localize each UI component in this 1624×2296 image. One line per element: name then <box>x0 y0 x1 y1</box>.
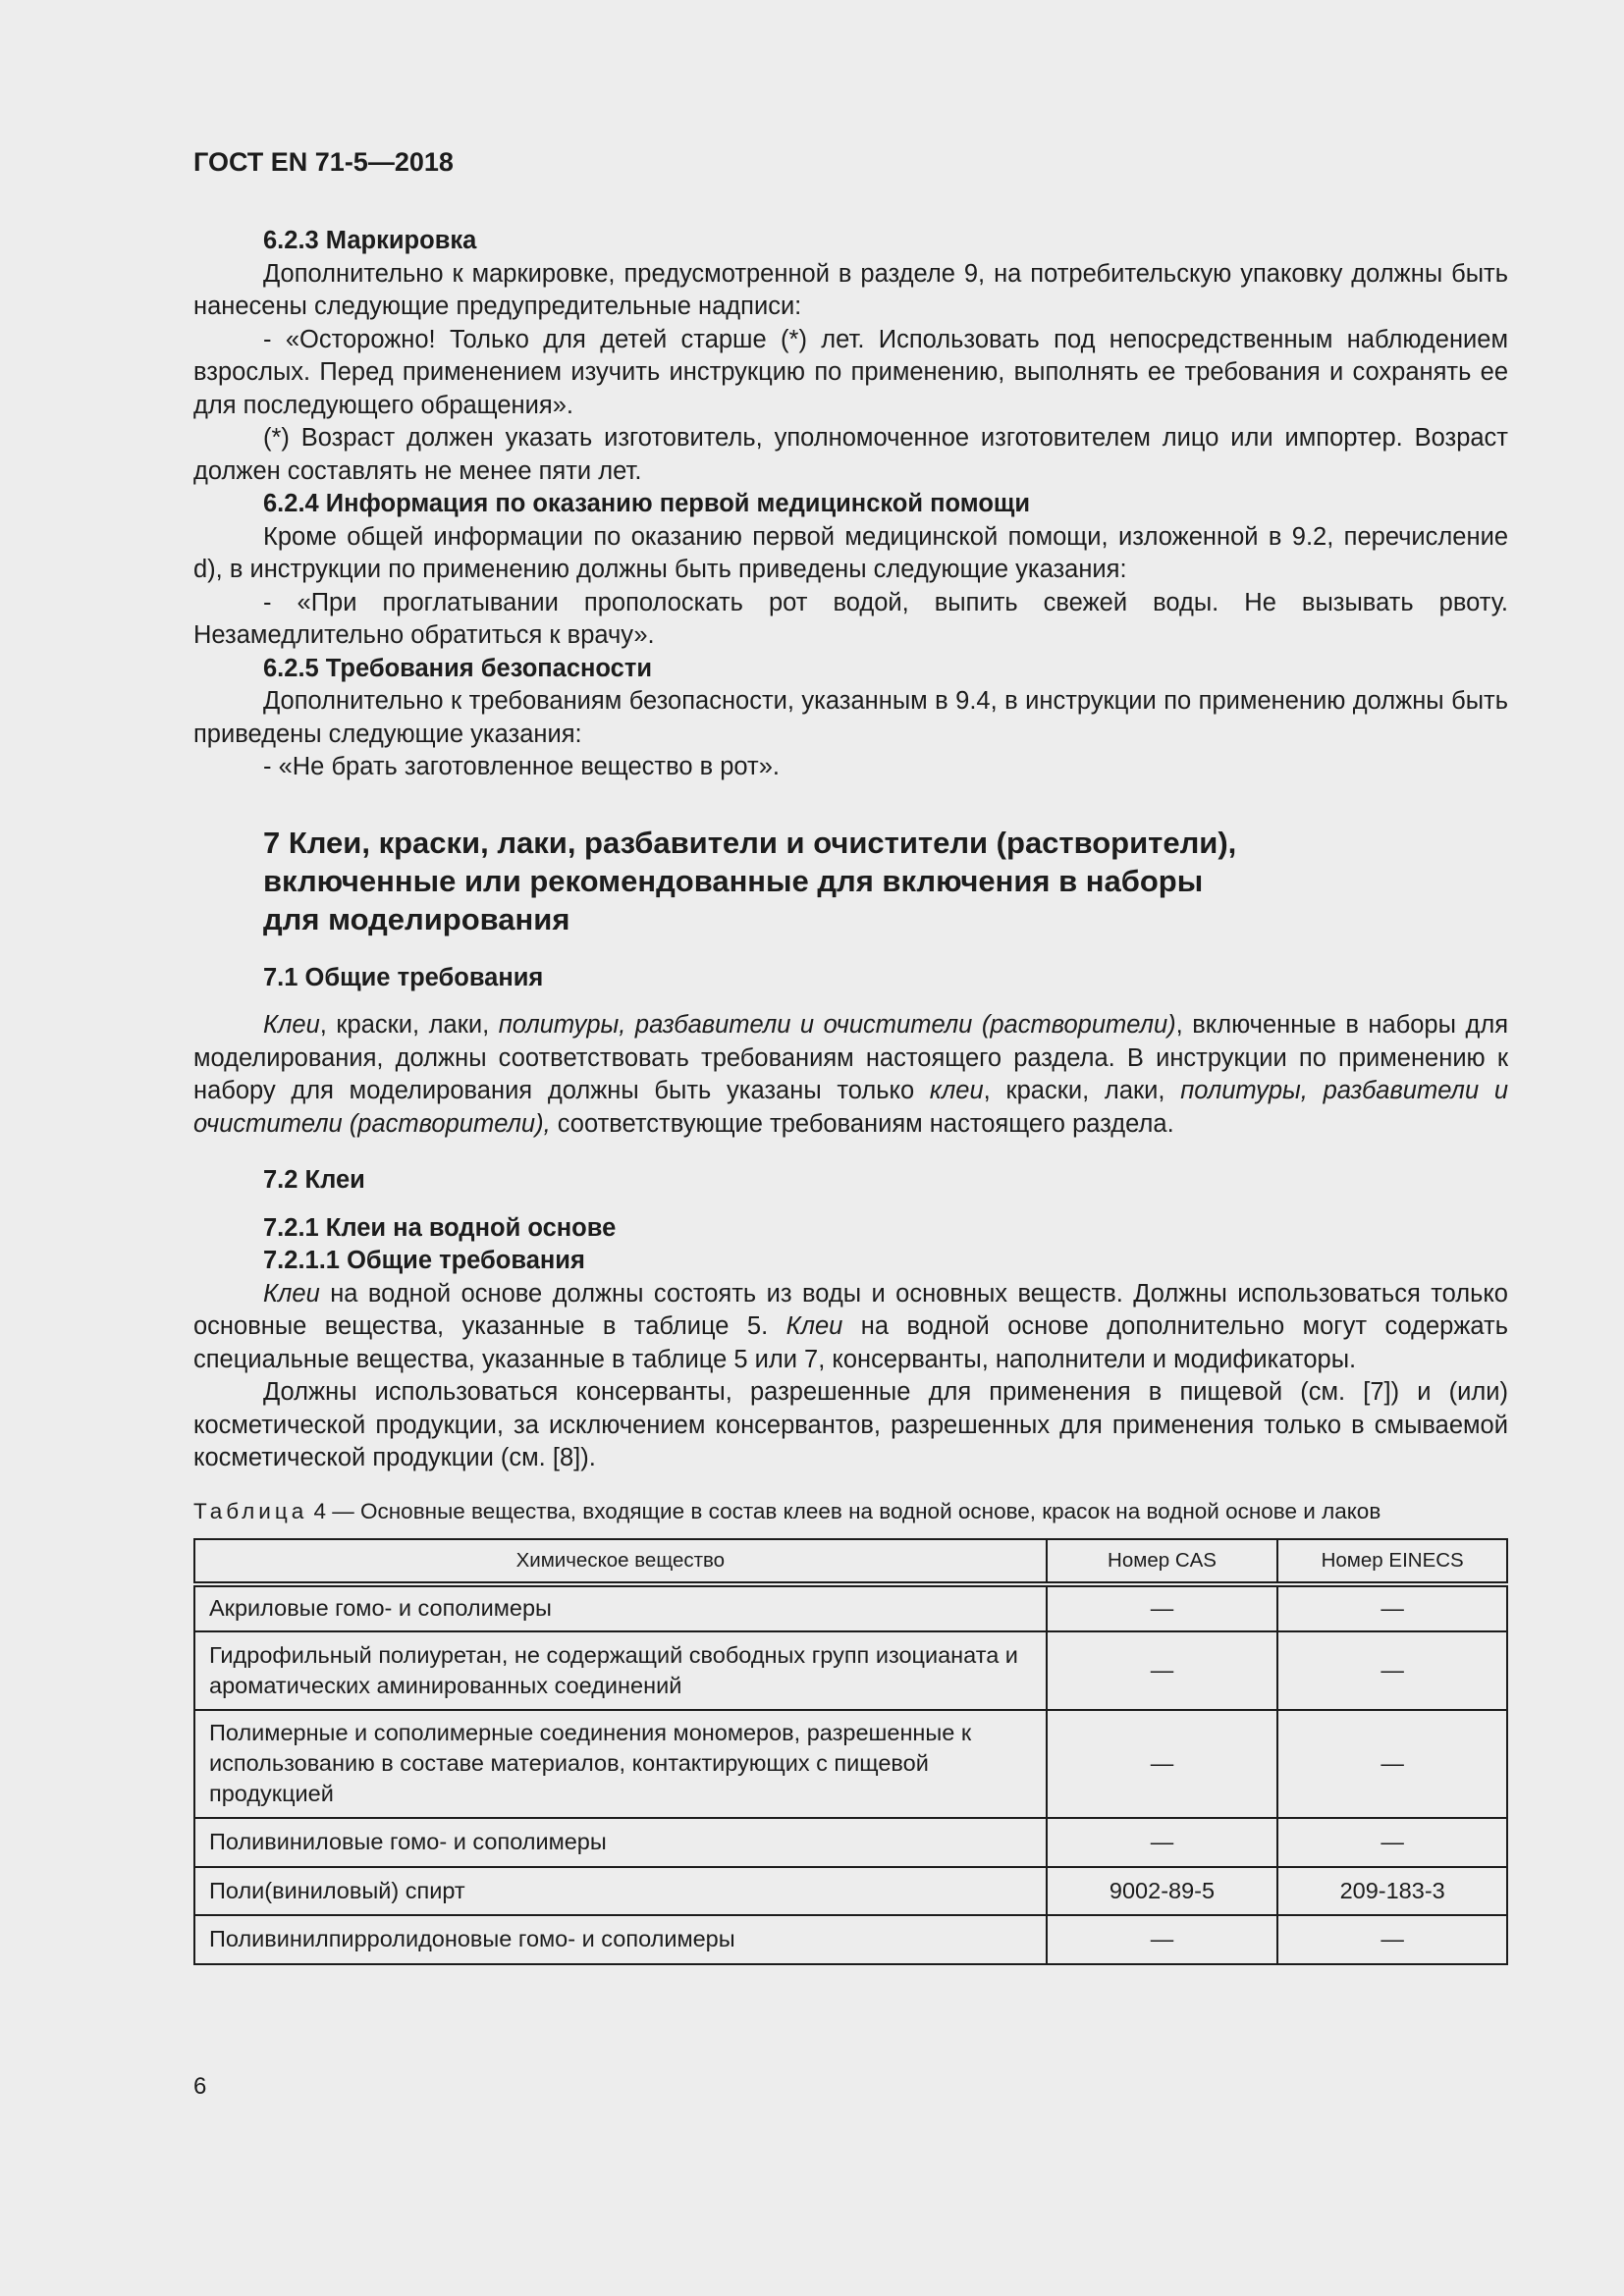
table-cell: Полимерные и сополимерные соединения мономеров, разрешенные к использованию в составе материалов, контактирующих с пищевой продукцией <box>194 1710 1047 1818</box>
table-cell: — <box>1277 1631 1507 1710</box>
section-7-heading <box>193 824 1508 938</box>
paragraph: Дополнительно к требованиям безопасности, указанным в 9.4, в инструкции по применению должны быть приведены следующие указания: <box>193 687 1508 748</box>
table-cell: Акриловые гомо- и сополимеры <box>194 1584 1047 1631</box>
table-caption <box>193 1497 1508 1526</box>
paragraph: (*) Возраст должен указать изготовитель, уполномоченное изготовителем лицо или импортер. Возраст должен составлять не менее пяти лет. <box>193 424 1508 485</box>
section-7-1-heading: 7.1 Общие требования <box>263 963 544 991</box>
table-cell: — <box>1047 1710 1278 1818</box>
table-cell: Поливиниловые гомо- и сополимеры <box>194 1818 1047 1867</box>
text-run: , краски, лаки, <box>983 1077 1181 1104</box>
table-cell: — <box>1277 1584 1507 1631</box>
table-cell: — <box>1047 1915 1278 1964</box>
section-7-2-heading: 7.2 Клеи <box>263 1166 365 1194</box>
italic-term: Клеи <box>263 1011 320 1039</box>
paragraph <box>193 1278 1508 1377</box>
table-cell: — <box>1277 1915 1507 1964</box>
document-body <box>193 225 1508 1965</box>
italic-term: политуры, разбавители и очистители (растворители) <box>498 1011 1176 1039</box>
table-row <box>194 1867 1507 1915</box>
substances-table <box>193 1538 1508 1965</box>
paragraph <box>193 1009 1508 1141</box>
table-row <box>194 1584 1507 1631</box>
text-run: соответствующие требованиям настоящего раздела. <box>550 1109 1174 1138</box>
heading-line: для моделирования <box>263 901 570 936</box>
paragraph: Дополнительно к маркировке, предусмотренной в разделе 9, на потребительскую упаковку должны быть нанесены следующие предупредительные надписи: <box>193 259 1508 320</box>
table-cell: — <box>1047 1631 1278 1710</box>
text-run: , включенные в наборы для моделирования, должны соответствовать требованиям настоящего раздела. В инструкции по применению к набору для моделирования должны быть указаны только <box>193 1011 1509 1104</box>
section-7-2-1-heading: 7.2.1 Клеи на водной основе <box>263 1213 617 1242</box>
column-header: Химическое вещество <box>194 1539 1047 1584</box>
section-6-2-4-heading: 6.2.4 Информация по оказанию первой медицинской помощи <box>263 490 1031 517</box>
text-run: на водной основе должны состоять из воды и основных веществ. Должны использоваться только основные вещества, указанные в таблице 5. <box>193 1279 1508 1340</box>
column-header: Номер CAS <box>1047 1539 1278 1584</box>
heading-line: включенные или рекомендованные для включения в наборы <box>263 863 1204 898</box>
italic-term: Клеи <box>785 1312 843 1340</box>
table-row <box>194 1818 1507 1867</box>
caption-text: 4 — Основные вещества, входящие в состав клеев на водной основе, красок на водной основе и лаков <box>307 1498 1381 1523</box>
table-cell: Гидрофильный полиуретан, не содержащий свободных групп изоцианата и ароматических аминированных соединений <box>194 1631 1047 1710</box>
table-row <box>194 1915 1507 1964</box>
table-cell: Поли(виниловый) спирт <box>194 1867 1047 1915</box>
page-number: 6 <box>193 2073 207 2100</box>
table-cell: — <box>1277 1818 1507 1867</box>
document-code: ГОСТ EN 71-5—2018 <box>193 147 454 177</box>
table-cell: Поливинилпирролидоновые гомо- и сополимеры <box>194 1915 1047 1964</box>
italic-term: политуры, разбавители и очистители (растворители), <box>193 1077 1509 1138</box>
paragraph: - «При проглатывании прополоскать рот водой, выпить свежей воды. Не вызывать рвоту. Незамедлительно обратиться к врачу». <box>193 588 1508 649</box>
table-row <box>194 1631 1507 1710</box>
text-run: на водной основе дополнительно могут содержать специальные вещества, указанные в таблице 5 или 7, консерванты, наполнители и модификаторы. <box>193 1312 1508 1373</box>
table-cell: — <box>1277 1710 1507 1818</box>
table-cell: — <box>1047 1584 1278 1631</box>
table-cell: 209-183-3 <box>1277 1867 1507 1915</box>
paragraph: Должны использоваться консерванты, разрешенные для применения в пищевой (см. [7]) и (или) косметической продукции, за исключением консервантов, разрешенных для применения только в смываемой косметической продукции (см. [8]). <box>193 1378 1508 1471</box>
section-6-2-5-heading: 6.2.5 Требования безопасности <box>263 654 653 682</box>
table-row <box>194 1710 1507 1818</box>
table-header-row <box>194 1539 1507 1584</box>
section-6-2-3-heading: 6.2.3 Маркировка <box>263 227 477 254</box>
section-7-2-1-1-heading: 7.2.1.1 Общие требования <box>263 1247 585 1274</box>
column-header: Номер EINECS <box>1277 1539 1507 1584</box>
italic-term: клеи <box>929 1077 984 1104</box>
text-run: , краски, лаки, <box>319 1011 499 1039</box>
caption-word: Таблица <box>193 1498 308 1523</box>
paragraph: - «Не брать заготовленное вещество в рот». <box>263 753 780 780</box>
heading-line: 7 Клеи, краски, лаки, разбавители и очистители (растворители), <box>263 825 1237 860</box>
paragraph: - «Осторожно! Только для детей старше (*) лет. Использовать под непосредственным наблюдением взрослых. Перед применением изучить инструкцию по применению, выполнять ее требования и сохранять ее для последующего обращения». <box>193 325 1508 419</box>
italic-term: Клеи <box>263 1279 320 1308</box>
table-cell: 9002-89-5 <box>1047 1867 1278 1915</box>
table-cell: — <box>1047 1818 1278 1867</box>
paragraph: Кроме общей информации по оказанию первой медицинской помощи, изложенной в 9.2, перечисление d), в инструкции по применению должны быть приведены следующие указания: <box>193 522 1508 583</box>
